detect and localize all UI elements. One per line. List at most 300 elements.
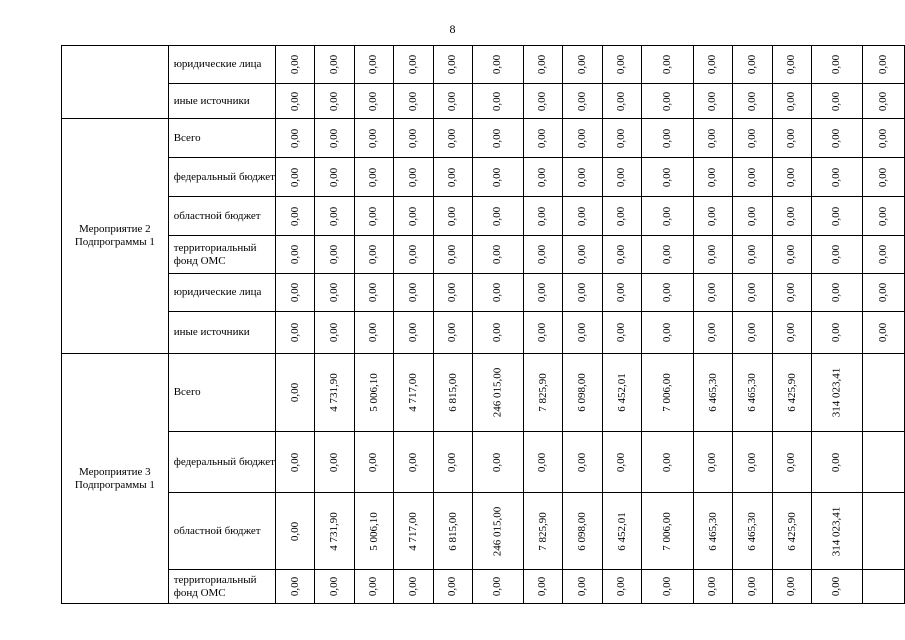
table-row [62,119,905,158]
value-cell [433,493,473,570]
value-cell [862,236,904,274]
value-text: 0,00 [706,452,719,472]
value-text: 4 717,00 [407,511,420,551]
value-text: 0,00 [830,452,843,472]
value-cell [812,312,863,354]
value-cell [354,432,394,493]
value-text: 0,00 [706,206,719,226]
value-cell [473,119,524,158]
value-text: 0,00 [536,576,549,597]
funding-source-label: территориальный фонд ОМС [168,570,275,604]
value-cell [602,46,642,84]
funding-source-label: Всего [168,354,275,432]
value-text: 6 425,90 [785,373,798,412]
value-cell [276,46,315,84]
value-cell [354,570,394,604]
value-cell [642,46,694,84]
value-cell [862,197,904,236]
value-text: 0,00 [288,54,301,75]
value-cell [693,119,733,158]
value-cell [394,236,434,274]
value-cell [602,84,642,119]
value-cell [523,236,563,274]
value-cell [693,312,733,354]
funding-source-label: федеральный бюджет [168,158,275,197]
value-cell [812,432,863,493]
value-text: 0,00 [785,128,798,148]
value-text: 0,00 [661,128,674,148]
value-text: 0,00 [576,54,589,75]
value-text: 0,00 [446,244,459,265]
value-text: 0,00 [615,206,628,226]
value-text: 0,00 [876,322,889,343]
value-text: 0,00 [367,576,380,597]
table-row [62,84,905,119]
value-text: 0,00 [367,322,380,343]
value-text: 0,00 [746,322,759,343]
value-cell [862,46,904,84]
table-row [62,236,905,274]
value-text: 0,00 [576,167,589,187]
value-cell [563,158,603,197]
value-cell [523,197,563,236]
value-cell [473,236,524,274]
value-text: 0,00 [615,282,628,303]
value-cell [733,312,773,354]
value-cell [354,354,394,432]
value-text: 0,00 [746,244,759,265]
value-cell [733,354,773,432]
value-text: 0,00 [491,206,504,226]
value-cell [772,84,812,119]
value-cell [276,119,315,158]
value-text: 0,00 [785,91,798,111]
value-cell [693,158,733,197]
value-text: 0,00 [576,206,589,226]
value-text: 0,00 [328,91,341,111]
value-cell [315,158,355,197]
value-text: 0,00 [407,452,420,472]
value-cell [772,119,812,158]
value-cell [315,197,355,236]
value-text: 0,00 [615,91,628,111]
value-text: 0,00 [446,282,459,303]
value-cell [276,354,315,432]
value-text: 6 465,30 [746,373,759,412]
value-text: 0,00 [576,322,589,343]
value-text: 0,00 [536,167,549,187]
value-cell [276,432,315,493]
value-cell [862,158,904,197]
value-text: 0,00 [328,322,341,343]
value-text: 0,00 [785,576,798,597]
value-text: 0,00 [576,282,589,303]
value-cell [473,354,524,432]
value-text: 0,00 [706,54,719,75]
value-text: 0,00 [407,54,420,75]
value-cell [642,354,694,432]
value-cell [772,158,812,197]
table-row [62,570,905,604]
value-cell [433,119,473,158]
value-cell [812,197,863,236]
value-text: 0,00 [576,128,589,148]
value-cell [433,354,473,432]
group-label: Мероприятие 2 Подпрограммы 1 [62,119,169,354]
value-text: 6 465,30 [746,511,759,551]
value-text: 5 006,10 [367,511,380,551]
value-text: 0,00 [328,282,341,303]
value-cell [315,432,355,493]
value-cell [276,158,315,197]
value-text: 0,00 [661,452,674,472]
value-text: 0,00 [830,244,843,265]
value-cell [473,46,524,84]
value-text: 0,00 [746,167,759,187]
value-cell [642,274,694,312]
value-cell [276,312,315,354]
value-cell [772,312,812,354]
value-cell [642,570,694,604]
value-text: 0,00 [407,244,420,265]
value-cell [354,46,394,84]
value-text: 0,00 [491,576,504,597]
value-text: 0,00 [830,128,843,148]
value-text: 6 098,00 [576,511,589,551]
value-cell [523,158,563,197]
value-text: 0,00 [876,282,889,303]
table-row [62,312,905,354]
value-cell [563,46,603,84]
value-text: 0,00 [830,167,843,187]
value-text: 0,00 [288,91,301,111]
table-row [62,274,905,312]
value-text: 0,00 [491,128,504,148]
value-cell [563,354,603,432]
funding-source-label: юридические лица [168,274,275,312]
value-cell [523,354,563,432]
funding-source-label: территориальный фонд ОМС [168,236,275,274]
value-cell [772,570,812,604]
value-cell [315,354,355,432]
value-cell [602,236,642,274]
value-cell [563,570,603,604]
value-cell [433,84,473,119]
value-text: 0,00 [615,54,628,75]
value-text: 0,00 [491,452,504,472]
value-cell [693,197,733,236]
value-cell [473,493,524,570]
value-text: 0,00 [615,322,628,343]
value-cell [523,274,563,312]
value-cell [772,493,812,570]
value-cell [394,493,434,570]
value-cell [602,312,642,354]
value-text: 0,00 [876,206,889,226]
value-cell [394,274,434,312]
value-text: 0,00 [830,576,843,597]
value-text: 314 023,41 [830,367,843,418]
value-cell [473,432,524,493]
value-cell [693,493,733,570]
value-text: 0,00 [407,206,420,226]
value-text: 0,00 [446,128,459,148]
value-text: 0,00 [785,167,798,187]
value-text: 0,00 [367,244,380,265]
value-cell [354,84,394,119]
value-cell [772,46,812,84]
value-cell [276,236,315,274]
value-cell [563,493,603,570]
value-text: 0,00 [328,576,341,597]
funding-source-label: юридические лица [168,46,275,84]
value-text: 0,00 [746,576,759,597]
value-cell [473,312,524,354]
value-text: 0,00 [661,54,674,75]
value-text: 0,00 [536,282,549,303]
value-text: 0,00 [288,452,301,472]
value-cell [354,236,394,274]
value-cell [394,84,434,119]
value-text: 6 465,30 [706,511,719,551]
value-cell [315,274,355,312]
value-text: 7 006,00 [661,373,674,412]
value-text: 0,00 [661,167,674,187]
value-cell [473,197,524,236]
value-text: 0,00 [367,91,380,111]
value-text: 0,00 [746,206,759,226]
value-cell [693,274,733,312]
value-cell [315,493,355,570]
value-text: 7 825,90 [536,511,549,551]
value-cell [354,493,394,570]
value-text: 246 015,00 [491,367,504,418]
value-text: 0,00 [536,128,549,148]
value-text: 0,00 [746,452,759,472]
value-cell [862,84,904,119]
funding-source-label: Всего [168,119,275,158]
value-text: 0,00 [576,452,589,472]
value-cell [394,354,434,432]
value-cell [693,84,733,119]
value-text: 0,00 [876,167,889,187]
value-text: 0,00 [407,576,420,597]
value-text: 0,00 [706,167,719,187]
value-text: 0,00 [661,91,674,111]
value-text: 0,00 [446,54,459,75]
value-text: 0,00 [706,128,719,148]
value-text: 0,00 [288,206,301,226]
value-cell [276,197,315,236]
value-text: 0,00 [491,54,504,75]
value-cell [862,570,904,604]
value-text: 0,00 [328,54,341,75]
value-cell [394,119,434,158]
value-cell [602,493,642,570]
value-cell [733,158,773,197]
value-text: 0,00 [615,576,628,597]
value-cell [812,570,863,604]
value-text: 0,00 [407,91,420,111]
value-cell [315,236,355,274]
value-cell [812,158,863,197]
value-text: 0,00 [746,128,759,148]
value-cell [563,236,603,274]
value-text: 0,00 [491,167,504,187]
value-text: 0,00 [367,282,380,303]
value-cell [563,432,603,493]
value-cell [733,46,773,84]
value-text: 0,00 [446,576,459,597]
group-label: Мероприятие 3 Подпрограммы 1 [62,354,169,604]
value-cell [862,274,904,312]
value-text: 0,00 [446,452,459,472]
value-text: 7 006,00 [661,511,674,551]
value-cell [602,119,642,158]
value-text: 0,00 [615,452,628,472]
value-cell [642,84,694,119]
value-text: 0,00 [491,244,504,265]
value-cell [602,197,642,236]
value-cell [772,274,812,312]
value-cell [693,236,733,274]
value-text: 6 098,00 [576,373,589,412]
value-text: 0,00 [407,128,420,148]
value-text: 0,00 [536,322,549,343]
value-text: 0,00 [446,167,459,187]
value-cell [862,312,904,354]
value-cell [642,119,694,158]
value-cell [523,119,563,158]
value-text: 0,00 [288,128,301,148]
value-text: 7 825,90 [536,373,549,412]
value-cell [276,493,315,570]
value-cell [772,236,812,274]
table-row [62,432,905,493]
value-cell [433,236,473,274]
value-text: 0,00 [785,282,798,303]
value-text: 0,00 [876,128,889,148]
value-cell [473,158,524,197]
value-cell [276,84,315,119]
value-cell [602,570,642,604]
value-text: 0,00 [288,244,301,265]
value-text: 0,00 [536,244,549,265]
value-text: 0,00 [288,282,301,303]
table-row [62,354,905,432]
value-text: 0,00 [830,206,843,226]
value-text: 0,00 [576,91,589,111]
value-cell [862,119,904,158]
value-text: 0,00 [407,167,420,187]
financing-table [61,45,905,604]
value-cell [433,274,473,312]
table-row [62,158,905,197]
value-text: 0,00 [785,54,798,75]
value-cell [394,158,434,197]
value-text: 4 731,90 [328,373,341,412]
value-text: 0,00 [407,282,420,303]
value-text: 0,00 [367,452,380,472]
value-cell [523,84,563,119]
value-text: 0,00 [661,206,674,226]
value-cell [354,119,394,158]
value-text: 0,00 [446,322,459,343]
value-cell [354,158,394,197]
value-text: 0,00 [830,322,843,343]
value-text: 0,00 [576,576,589,597]
value-cell [733,274,773,312]
value-cell [812,236,863,274]
table-row [62,46,905,84]
funding-source-label: областной бюджет [168,493,275,570]
value-text: 0,00 [288,167,301,187]
value-text: 0,00 [367,167,380,187]
value-text: 0,00 [491,91,504,111]
value-text: 0,00 [785,452,798,472]
value-text: 0,00 [706,282,719,303]
value-text: 0,00 [876,54,889,75]
value-cell [315,570,355,604]
value-text: 5 006,10 [367,373,380,412]
value-text: 0,00 [576,244,589,265]
value-cell [642,236,694,274]
value-text: 0,00 [536,91,549,111]
value-text: 0,00 [367,54,380,75]
value-text: 0,00 [446,206,459,226]
value-cell [394,46,434,84]
funding-source-label: областной бюджет [168,197,275,236]
table-row [62,197,905,236]
value-cell [523,312,563,354]
value-cell [772,197,812,236]
value-cell [354,197,394,236]
value-cell [642,158,694,197]
value-cell [733,197,773,236]
value-cell [812,354,863,432]
page-number: 8 [449,22,456,36]
value-text: 0,00 [288,576,301,597]
value-cell [642,312,694,354]
value-cell [563,84,603,119]
value-text: 246 015,00 [491,506,504,556]
value-cell [812,274,863,312]
value-cell [642,493,694,570]
value-cell [354,312,394,354]
value-cell [812,493,863,570]
value-cell [394,312,434,354]
value-cell [433,570,473,604]
value-text: 6 465,30 [706,373,719,412]
group-label [62,46,169,119]
value-text: 0,00 [706,244,719,265]
value-text: 0,00 [536,206,549,226]
value-text: 0,00 [615,244,628,265]
value-text: 0,00 [876,91,889,111]
value-text: 4 731,90 [328,511,341,551]
value-cell [563,274,603,312]
value-text: 0,00 [746,54,759,75]
value-cell [433,432,473,493]
value-text: 0,00 [491,322,504,343]
value-cell [523,46,563,84]
value-text: 0,00 [407,322,420,343]
value-cell [473,84,524,119]
value-cell [563,119,603,158]
value-cell [693,570,733,604]
value-cell [315,312,355,354]
value-text: 0,00 [288,382,301,403]
